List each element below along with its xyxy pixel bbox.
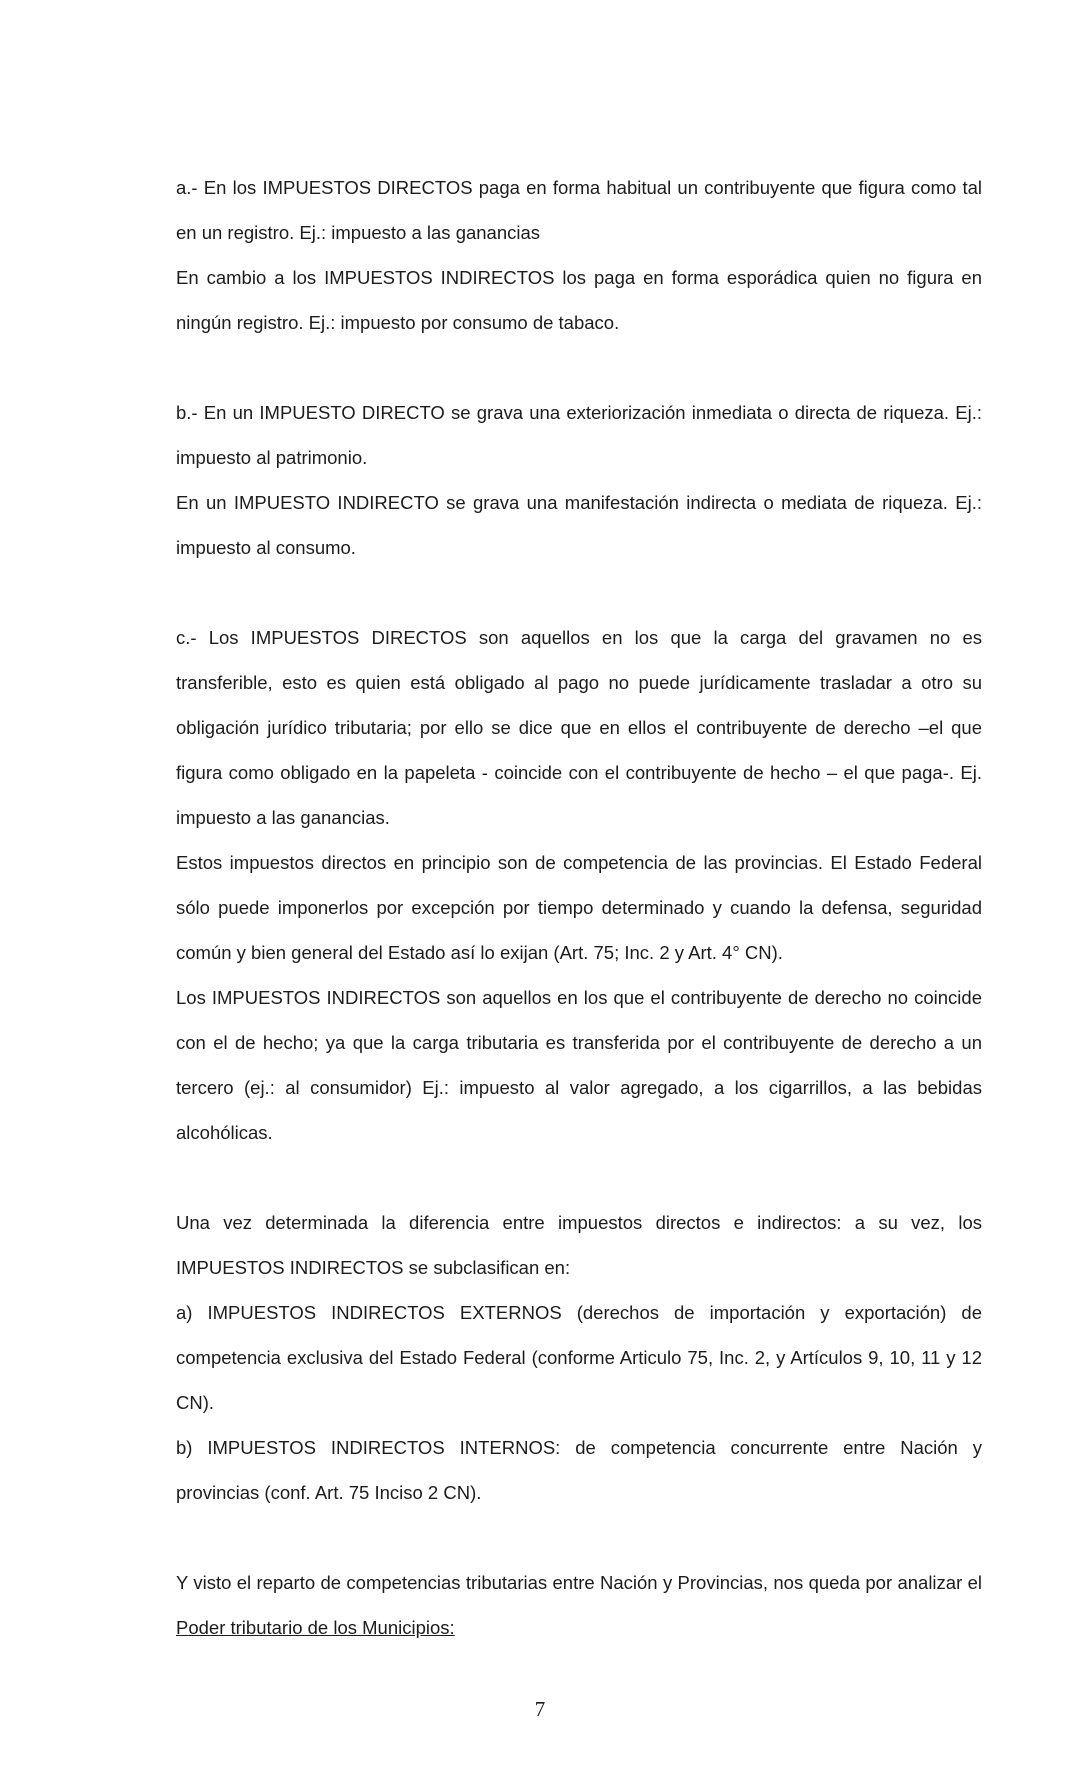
section-b-paragraph-2: En un IMPUESTO INDIRECTO se grava una manifestación indirecta o mediata de riqueza. Ej.: impuesto al consumo. bbox=[176, 492, 982, 558]
section-a-paragraph-2: En cambio a los IMPUESTOS INDIRECTOS los paga en forma esporádica quien no figura en ningún registro. Ej.: impuesto por consumo de tabaco. bbox=[176, 267, 982, 333]
page-number: 7 bbox=[534, 1697, 546, 1721]
subclassification-intro: Una vez determinada la diferencia entre impuestos directos e indirectos: a su vez, los IMPUESTOS INDIRECTOS se subclasifican en: bbox=[176, 1212, 982, 1278]
closing-paragraph bbox=[176, 1560, 982, 1650]
paragraph-spacer bbox=[176, 570, 982, 615]
paragraph-spacer bbox=[176, 1155, 982, 1200]
section-c-paragraph-3: Los IMPUESTOS INDIRECTOS son aquellos en los que el contribuyente de derecho no coincide con el de hecho; ya que la carga tributaria es transferida por el contribuyente de derecho a un tercero (ej.: al consumidor) Ej.: impuesto al valor agregado, a los cigarrillos, a las bebidas alcohólicas. bbox=[176, 987, 982, 1143]
section-c-paragraph-2: Estos impuestos directos en principio son de competencia de las provincias. El Estado Federal sólo puede imponerlos por excepción por tiempo determinado y cuando la defensa, seguridad común y bien general del Estado así lo exijan (Art. 75; Inc. 2 y Art. 4° CN). bbox=[176, 852, 982, 963]
closing-lead-text: Y visto el reparto de competencias tributarias entre Nación y Provincias, nos queda por analizar el bbox=[176, 1572, 982, 1593]
paragraph-spacer bbox=[176, 1515, 982, 1560]
subclassification-item-b: b) IMPUESTOS INDIRECTOS INTERNOS: de competencia concurrente entre Nación y provincias (conf. Art. 75 Inciso 2 CN). bbox=[176, 1437, 982, 1503]
document-body bbox=[176, 165, 982, 1650]
section-a-paragraph-1: a.- En los IMPUESTOS DIRECTOS paga en forma habitual un contribuyente que figura como tal en un registro. Ej.: impuesto a las ganancias bbox=[176, 177, 982, 243]
section-b-paragraph-1: b.- En un IMPUESTO DIRECTO se grava una exteriorización inmediata o directa de riqueza. Ej.: impuesto al patrimonio. bbox=[176, 402, 982, 468]
municipal-tax-power-heading: Poder tributario de los Municipios: bbox=[176, 1617, 455, 1638]
paragraph-spacer bbox=[176, 345, 982, 390]
section-c-paragraph-1: c.- Los IMPUESTOS DIRECTOS son aquellos en los que la carga del gravamen no es transferible, esto es quien está obligado al pago no puede jurídicamente trasladar a otro su obligación jurídico tributaria; por ello se dice que en ellos el contribuyente de derecho –el que figura como obligado en la papeleta - coincide con el contribuyente de hecho – el que paga-. Ej. impuesto a las ganancias. bbox=[176, 627, 982, 828]
subclassification-item-a: a) IMPUESTOS INDIRECTOS EXTERNOS (derechos de importación y exportación) de competencia exclusiva del Estado Federal (conforme Articulo 75, Inc. 2, y Artículos 9, 10, 11 y 12 CN). bbox=[176, 1302, 982, 1413]
